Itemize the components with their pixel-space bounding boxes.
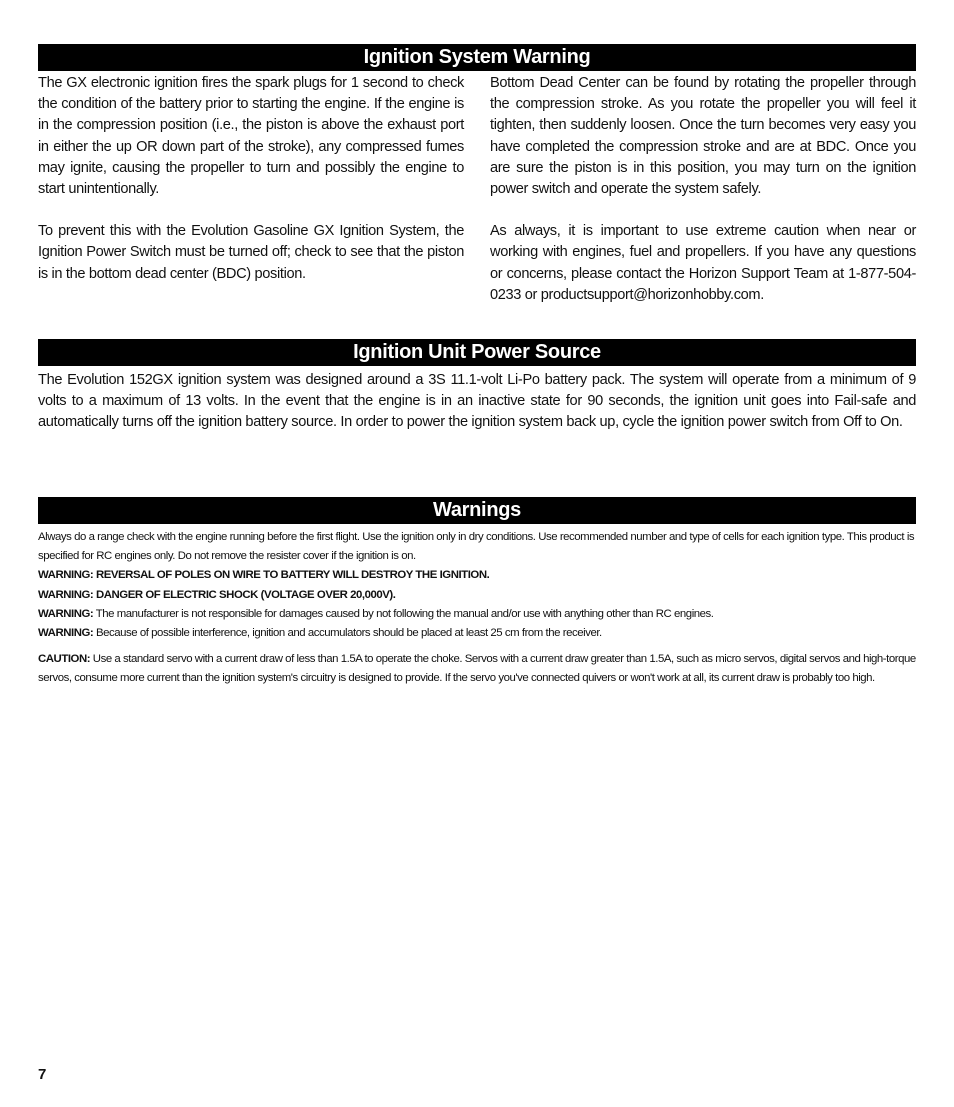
page-number: 7 [38,1066,47,1083]
paragraph: As always, it is important to use extreme caution when near or working with engines, fuel and propellers. If you have any questions or concerns, please contact the Horizon Support Team at 1-877-504-0233 or productsupport@horizonhobby.com. [490,223,916,303]
paragraph: The Evolution 152GX ignition system was designed around a 3S 11.1-volt Li-Po battery pack. The system will operate from a minimum of 9 volts to a maximum of 13 volts. In the event that the engine is in an inactive state for 90 seconds, the ignition unit goes into Fail-safe and automatically turns off the ignition battery source. In order to power the ignition system back up, cycle the ignition power switch from Off to On. [38,372,916,431]
warning-reversal-poles: WARNING: REVERSAL OF POLES ON WIRE TO BATTERY WILL DESTROY THE IGNITION. [38,569,490,582]
warning-electric-shock: WARNING: DANGER OF ELECTRIC SHOCK (VOLTAGE OVER 20,000V). [38,588,396,601]
warnings-body [38,528,916,689]
paragraph: To prevent this with the Evolution Gasoline GX Ignition System, the Ignition Power Switch must be turned off; check to see that the piston is in the bottom dead center (BDC) position. [38,223,464,282]
warning-manufacturer: WARNING: The manufacturer is not responsible for damages caused by not following the manual and/or use with anything other than RC engines. [38,607,714,620]
paragraph: Bottom Dead Center can be found by rotating the propeller through the compression stroke. As you rotate the propeller you will feel it tighten, then suddenly loosen. Once the turn becomes very easy you have completed the compression stroke and are at BDC. Once you are sure the piston is in this position, you may turn on the ignition power switch and operate the system safely. [490,75,916,198]
power-source-body [38,370,916,434]
ignition-warning-right-column [490,73,916,306]
section-header-power-source: Ignition Unit Power Source [38,339,916,366]
section-header-ignition-warning: Ignition System Warning [38,44,916,71]
paragraph: The GX electronic ignition fires the spark plugs for 1 second to check the condition of the battery prior to starting the engine. If the engine is in the compression position (i.e., the piston is above the exhaust port in either the up OR down part of the stroke), any compressed fumes may ignite, causing the propeller to turn and possibly the engine to start unintentionally. [38,75,464,198]
caution-servo: CAUTION: Use a standard servo with a current draw of less than 1.5A to operate the choke. Servos with a current draw greater than 1.5A, such as micro servos, digital servos and high-torque servos, consume more current than the ignition system's circuitry is designed to provide. If the servo you've connected quivers or won't work at all, its current draw is probably too high. [38,653,916,685]
section-header-warnings: Warnings [38,497,916,524]
warnings-intro: Always do a range check with the engine running before the first flight. Use the ignition only in dry conditions. Use recommended number and type of cells for each ignition type. This product is specified for RC engines only. Do not remove the resister cover if the ignition is on. [38,531,915,563]
ignition-warning-left-column [38,73,464,285]
warning-interference: WARNING: Because of possible interference, ignition and accumulators should be placed at least 25 cm from the receiver. [38,627,602,640]
